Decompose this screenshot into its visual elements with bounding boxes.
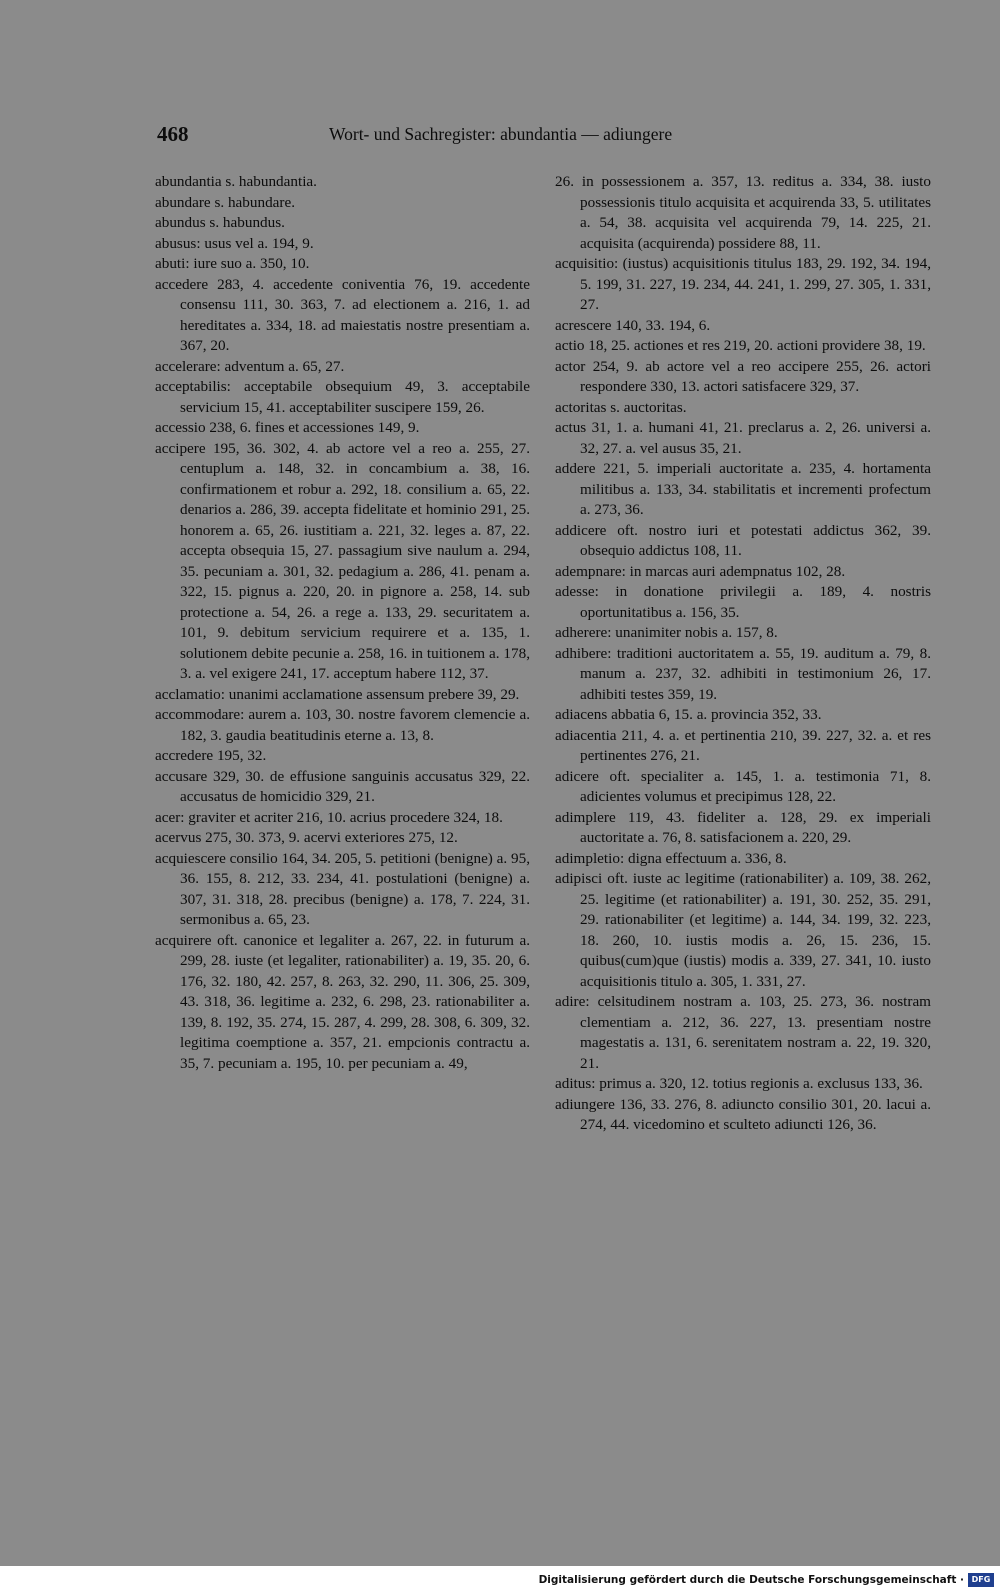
footer [0, 1566, 1000, 1596]
index-entry: accredere 195, 32. [155, 747, 267, 764]
index-entry: acquiescere consilio 164, 34. 205, 5. petitioni (benigne) a. 95, 36. 155, 8. 212, 33. 234, 41. postulationi (benigne) a. 307, 31. 318, 28. precibus (benigne) a. 178, 7. 224, 31. sermonibus a. 65, 23. [155, 849, 530, 928]
index-entry: acquirere oft. canonice et legaliter a. 267, 22. in futurum a. 299, 28. iuste (et legaliter, rationabiliter) a. 19, 35. 20, 6. 176, 32. 180, 42. 257, 8. 263, 32. 290, 11. 306, 25. 309, 43. 318, 36. legitime a. 232, 6. 298, 23. rationabiliter a. 139, 8. 192, 35. 274, 15. 287, 4. 299, 28. 308, 6. 309, 32. legitima coemptione a. 357, 21. empcionis contractu a. 35, 7. pecuniam a. 195, 10. per pecuniam a. 49, [155, 931, 530, 1072]
index-entry: actio 18, 25. actiones et res 219, 20. actioni providere 38, 19. [555, 337, 926, 354]
index-entry: abundare s. habundare. [155, 193, 296, 211]
index-entry: accusare 329, 30. de effusione sanguinis accusatus 329, 22. accusatus de homicidio 329, 21. [155, 767, 530, 805]
index-entry: abusus: usus vel a. 194, 9. [155, 234, 314, 252]
index-entry: acclamatio: unanimi acclamatione assensum prebere 39, 29. [155, 685, 520, 703]
running-head: Wort- und Sachregister: abundantia — adiungere [329, 124, 673, 144]
index-entry: acrescere 140, 33. 194, 6. [555, 316, 711, 334]
index-entry: acquisitio: (iustus) acquisitionis titulus 183, 29. 192, 34. 194, 5. 199, 31. 227, 19. 234, 44. 241, 1. 299, 27. 305, 1. 331, 27. [555, 255, 931, 313]
index-entry: acer: graviter et acriter 216, 10. acrius procedere 324, 18. [155, 808, 503, 826]
index-entry: adherere: unanimiter nobis a. 157, 8. [555, 624, 778, 641]
index-entry: acceptabilis: acceptabile obsequium 49, 3. acceptabile servicium 15, 41. acceptabiliter suscipere 159, 26. [155, 378, 530, 416]
index-entry: accedere 283, 4. accedente coniventia 76, 19. accedente consensu 111, 30. 363, 7. ad electionem a. 216, 1. ad hereditates a. 334, 18. ad maiestatis nostre presentiam a. 367, 20. [155, 275, 530, 354]
index-entry: adimplere 119, 43. fideliter a. 128, 29. ex imperiali auctoritate a. 76, 8. satisfacionem a. 220, 29. [555, 808, 931, 846]
index-entry: actoritas s. auctoritas. [555, 398, 687, 416]
index-entry: addicere oft. nostro iuri et potestati addictus 362, 39. obsequio addictus 108, 11. [555, 521, 931, 559]
index-entry: accessio 238, 6. fines et accessiones 149, 9. [155, 419, 420, 436]
index-entry: abundantia s. habundantia. [155, 173, 317, 190]
dfg-logo: DFG [968, 1573, 994, 1587]
index-entry: adicere oft. specialiter a. 145, 1. a. testimonia 71, 8. adicientes volumus et precipimus 128, 22. [555, 767, 931, 805]
index-entry: adiacentia 211, 4. a. et pertinentia 210, 39. 227, 32. a. et res pertinentes 276, 21. [555, 726, 931, 764]
index-entry: accipere 195, 36. 302, 4. ab actore vel a reo a. 255, 27. centuplum a. 148, 32. in concambium a. 38, 16. confirmationem et robur a. 292, 18. consilium a. 65, 22. denarios a. 286, 39. accepta fidelitate et hominio 291, 25. honorem a. 65, 26. iustitiam a. 221, 32. leges a. 87, 22. accepta obsequia 15, 27. passagium sive naulum a. 294, 35. pecuniam a. 301, 32. pedagium a. 286, 41. penam a. 322, 15. pignus a. 220, 20. in pignore a. 258, 14. sub protectione a. 54, 26. a rege a. 133, 29. securitatem a. 101, 9. debitum servicium requirere et a. 135, 1. solutionem debite pecunie a. 258, 16. in tuitionem a. 178, 3. a. vel exigere 241, 17. acceptum habere 112, 37. [155, 439, 530, 682]
index-column-right [555, 172, 931, 1136]
index-entry: accommodare: aurem a. 103, 30. nostre favorem clemencie a. 182, 3. gaudia beatitudinis eterne a. 13, 8. [155, 706, 530, 744]
index-entry: adimpletio: digna effectuum a. 336, 8. [555, 849, 787, 867]
index-entry: actus 31, 1. a. humani 41, 21. preclarus a. 2, 26. universi a. 32, 27. a. vel ausus 35, 21. [555, 419, 931, 457]
index-column-left [155, 172, 530, 1074]
index-entry: adesse: in donatione privilegii a. 189, 4. nostris oportunitatibus a. 156, 35. [555, 583, 931, 621]
index-entry: adipisci oft. iuste ac legitime (rationabiliter) a. 109, 38. 262, 25. legitime (et rationabiliter) a. 191, 30. 252, 35. 291, 29. rationabiliter (et legitime) a. 144, 34. 199, 32. 223, 18. 260, 10. iustis modis a. 26, 15. 236, 15. quibus(cum)que (iustis) modis a. 339, 27. 341, 10. iusto acquisitionis titulo a. 305, 1. 331, 27. [555, 870, 931, 990]
index-entry: addere 221, 5. imperiali auctoritate a. 235, 4. hortamenta militibus a. 133, 34. stabilitatis et incrementi profectum a. 273, 36. [555, 460, 931, 518]
funding-credit: Digitalisierung gefördert durch die Deutsche Forschungsgemeinschaft · [538, 1574, 964, 1586]
index-entry: aditus: primus a. 320, 12. totius regionis a. exclusus 133, 36. [555, 1075, 923, 1092]
index-entry: acervus 275, 30. 373, 9. acervi exteriores 275, 12. [155, 829, 458, 846]
index-entry: adhibere: traditioni auctoritatem a. 55, 19. auditum a. 79, 8. manum a. 237, 32. adhibiti in testimonium 26, 17. adhibiti testes 359, 19. [555, 644, 931, 703]
page-number: 468 [157, 122, 189, 146]
index-entry: abuti: iure suo a. 350, 10. [155, 255, 310, 272]
index-entry: abundus s. habundus. [155, 214, 285, 231]
index-entry: 26. in possessionem a. 357, 13. reditus a. 334, 38. iusto possessionis titulo acquisita et acquirenda 33, 5. utilitates a. 54, 38. acquisita vel acquirenda 79, 14. 225, 21. acquisita (acquirenda) possidere 88, 11. [555, 173, 931, 252]
page-header [157, 118, 757, 152]
index-entry: actor 254, 9. ab actore vel a reo accipere 255, 26. actori respondere 330, 13. actori satisfacere 329, 37. [555, 357, 931, 395]
index-entry: accelerare: adventum a. 65, 27. [155, 357, 345, 375]
index-entry: adempnare: in marcas auri adempnatus 102, 28. [555, 562, 846, 580]
index-entry: adiacens abbatia 6, 15. a. provincia 352, 33. [555, 706, 822, 723]
index-entry: adire: celsitudinem nostram a. 103, 25. 273, 36. nostram clementiam a. 212, 36. 227, 13. presentiam nostre magestatis a. 131, 6. serenitatem nostram a. 22, 19. 320, 21. [555, 993, 931, 1072]
index-entry: adiungere 136, 33. 276, 8. adiuncto consilio 301, 20. lacui a. 274, 44. vicedomino et sculteto adiuncti 126, 36. [555, 1095, 931, 1133]
